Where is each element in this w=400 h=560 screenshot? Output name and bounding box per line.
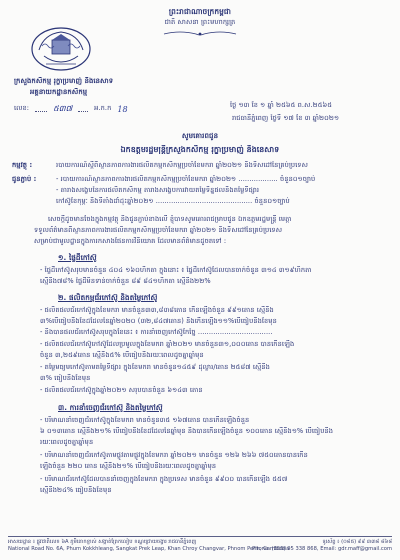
section-line: រយៈពេលដូចគ្នាឆ្នាំមុន bbox=[40, 438, 94, 446]
section-line: - តម្លៃមធ្យមកៅស៊ូតាមតម្លៃទីផ្សារ ក្នុងខែមករា មានចំនួន១៤៥៩ ដុល្លារ/តោន ២៥៨៧ ស្មើនឹង bbox=[40, 363, 270, 371]
section-line: - បរិមាណនាំចេញជ័រកៅស៊ូក្នុងខែមករា មានចំនួន៣៥ ១៦៧តោន បានកើនឡើងចំនួន bbox=[40, 416, 250, 424]
section-line: ៣%បើធៀបនឹងខែដដែលនៃឆ្នាំ២០២០ (៣២,៨៤៧តោន) និងកើនឡើង១១%បើធៀបនឹងខែមុន bbox=[40, 317, 277, 325]
section-line: - បរិមាណនាំចេញជ័រកៅស៊ូតាមផ្លូវតាមផ្លូវក្នុងខែមករា ឆ្នាំ២០២១ មានចំនួន ១២៦ ២៦៦ ៧៥០តោនបានកើន bbox=[40, 451, 308, 459]
intro-line: សម្រាប់ជាមូលដ្ឋានក្នុងការកសាងផែនការវិនិយោគ ដែលមានព័ត៌មានដូចតទៅ : bbox=[34, 237, 227, 245]
kingdom-heading: ព្រះរាជាណាចក្រកម្ពុជា bbox=[168, 7, 232, 16]
attachment-line: - របាយការណ៍ស្ថានភាពការងារផលិតកម្មកសិកម្មប្រចាំខែមករា ឆ្នាំ២០២១ .................. ចំនួន០១ច្បាប់ bbox=[56, 175, 316, 183]
reference-number-line: លេខ: ៥៣៧ អ.ក.ក 18 bbox=[14, 104, 128, 114]
attachment-line: - តារាងសង្ខេបនៃការផលិតកសិកម្ម តារាងសង្ខេបការវាយតម្លៃទិន្នផលនិងតម្លៃទីផ្សារ bbox=[56, 186, 260, 194]
footer-address bbox=[8, 539, 289, 552]
department-name: អគ្គនាយកដ្ឋានកសិកម្ម bbox=[30, 88, 88, 96]
section-line: - ផលិតផលជ័រកៅស៊ូក្នុងឆ្នាំ២០២១ សរុបបានចំនួន ៦១៤៣ តោន bbox=[40, 386, 203, 394]
section-line: - ផលិតផលជ័រកៅស៊ូក្នុងខែមករា មានចំនួន៣៣,៨៣៨តោន កើនឡើងចំនួន ៩៩១តោន ស្មើនឹង bbox=[40, 306, 274, 314]
section-line: ៦ ០១៣តោន ស្មើនឹង២១% បើធៀបនឹងខែដដែលនៃឆ្នាំមុន និងបានកើនឡើងចំនួន ១០០តោន ស្មើនឹង១% បើធៀបនឹង bbox=[40, 427, 334, 435]
section-line: ស្មើនឹង៧៨% ផ្ទៃដីមិនទាន់ចាក់ចំនួន ៨៩ ៨៤១ហិកតា ស្មើនឹង២២% bbox=[40, 277, 211, 285]
footer-phone-kh: ទូរស័ព្ទ ៖ (០៨៥) ៩៩ ៣៣៨ ៨៦៨ bbox=[322, 539, 392, 545]
attachment-line: កៅស៊ូខែកុម្ភៈ និងទីតាំងដាំដុះឆ្នាំ២០២១ ............................................ ចំនួន០១ច្បាប់ bbox=[56, 197, 290, 205]
footer-address-kh: អាសយដ្ឋាន ៖ ផ្លូវជាតិលេខ ៦A ភូមិគោកខ្ចាស់ សង្កាត់ព្រែកលៀប ខណ្ឌជ្រោយចង្វារ រាជធានីភ្នំពេញ bbox=[8, 539, 197, 545]
lunar-date: ថ្ងៃ ១៣ ខែ ១ ឆ្នាំ ២៥៦៥ ព.ស.២៥៦៥ bbox=[230, 101, 333, 109]
section-line: ឡើងចំនួន ២២០ តោន ស្មើនឹង២១% បើធៀបនឹងរយៈពេលដូចគ្នាឆ្នាំមុន bbox=[40, 462, 217, 470]
intro-line: ទទួលព័ត៌មានពីស្ថានភាពការងារផលិតកម្មកសិកម្មប្រចាំខែមករា ឆ្នាំ២០២១ និងទិសដៅនៃគ្រប់ប្រទេស bbox=[34, 226, 283, 234]
footer-contact-en: Phone: (855) 95 338 868, Email: gdr.maff@gmail.com bbox=[252, 545, 392, 552]
footer-divider bbox=[8, 536, 392, 537]
ministry-logo-icon bbox=[30, 26, 92, 72]
ref-suffix: អ.ក.ក bbox=[94, 104, 112, 113]
section-line: ចំនួន ៣,២៥៩តោន ស្មើនឹង៥% បើធៀបនឹងរយៈពេលដូចគ្នាឆ្នាំមុន bbox=[40, 351, 204, 359]
section-heading: ២. ផលិតកម្មជ័រកៅស៊ូ និងតម្លៃកៅស៊ូ bbox=[58, 293, 158, 302]
subject-text: របាយការណ៍ស្ដីពីស្ថានភាពការងារផលិតកម្មកសិកម្មប្រចាំខែមករា ឆ្នាំ២០២១ និងទិសដៅនៃគ្រប់ប្រទេស bbox=[56, 161, 308, 169]
ministry-name: ក្រសួងកសិកម្ម រុក្ខាប្រមាញ់ និងនេសាទ bbox=[14, 77, 114, 85]
section-line: ស្មើនឹង២៤% ធៀបនឹងខែមុន bbox=[40, 486, 112, 494]
attachment-label: ជូនភ្ជាប់ : bbox=[12, 175, 37, 183]
ornament-divider-icon bbox=[160, 30, 240, 38]
addressee: ឯកឧត្តមរដ្ឋមន្ត្រីក្រសួងកសិកម្ម រុក្ខាប្រមាញ់ និងនេសាទ bbox=[120, 145, 280, 154]
ref-number: ៥៣៧ bbox=[53, 104, 73, 113]
section-line: - និងបានផលជ័រកៅស៊ូសរុបក្នុងខែនេះ ៖ ការនាំចេញកៅស៊ូកែច្នៃ .................................. bbox=[40, 328, 273, 336]
section-heading: ១. ផ្ទៃដីកៅស៊ូ bbox=[58, 253, 97, 262]
section-line: ៣% ធៀបនឹងខែមុន bbox=[40, 374, 91, 382]
section-line: - បរិមាណជ័រកៅស៊ូដែលបាននាំចេញក្នុងខែមករា ក្នុងប្រទេស មានចំនួន ៩៩០០ បានកើនឡើង ៥៥៧ bbox=[40, 475, 288, 483]
salutation: សូមគោរពជូន bbox=[181, 132, 219, 140]
footer-contact bbox=[252, 539, 392, 552]
issue-date: រាជធានីភ្នំពេញ ថ្ងៃទី ១៧ ខែ ៣ ឆ្នាំ២០២១ bbox=[232, 114, 340, 122]
intro-line: សេចក្ដីដូចមានចែងក្នុងកម្មវត្ថុ និងជូនភ្ជាប់ខាងលើ ខ្ញុំបាទសូមគោរពជម្រាបជូន ឯកឧត្តមរដ្ឋមន្ត្រី មេត្តា bbox=[48, 215, 292, 223]
footer-address-en: National Road No. 6A, Phum Kokkhleang, Sangkat Prek Leap, Khan Chroy Changvar, Phnom Penh, Cambodia bbox=[8, 545, 290, 552]
national-motto: ជាតិ សាសនា ព្រះមហាក្សត្រ bbox=[164, 18, 236, 26]
subject-label: កម្មវត្ថុ : bbox=[12, 161, 33, 169]
ref-label: លេខ: bbox=[14, 104, 30, 113]
section-line: - ផ្ទៃដីកៅស៊ូសរុបមានចំនួន ៤០៤ ១៦០ហិកតា ក្នុងនោះ ៖ ផ្ទៃដីកៅស៊ូដែលបានចាក់ចំនួន ៣១៤ ៣១៩ហិកតា bbox=[40, 266, 312, 274]
section-line: - ផលិតផលជ័រកៅស៊ូកៅស៊ូដែលប្រមូលក្នុងខែមករា ឆ្នាំ២០២១ មានចំនួន៣១,០០០តោន បានកើនឡើង bbox=[40, 340, 295, 348]
section-heading: ៣. ការនាំចេញជ័រកៅស៊ូ និងតម្លៃកៅស៊ូ bbox=[58, 403, 163, 412]
